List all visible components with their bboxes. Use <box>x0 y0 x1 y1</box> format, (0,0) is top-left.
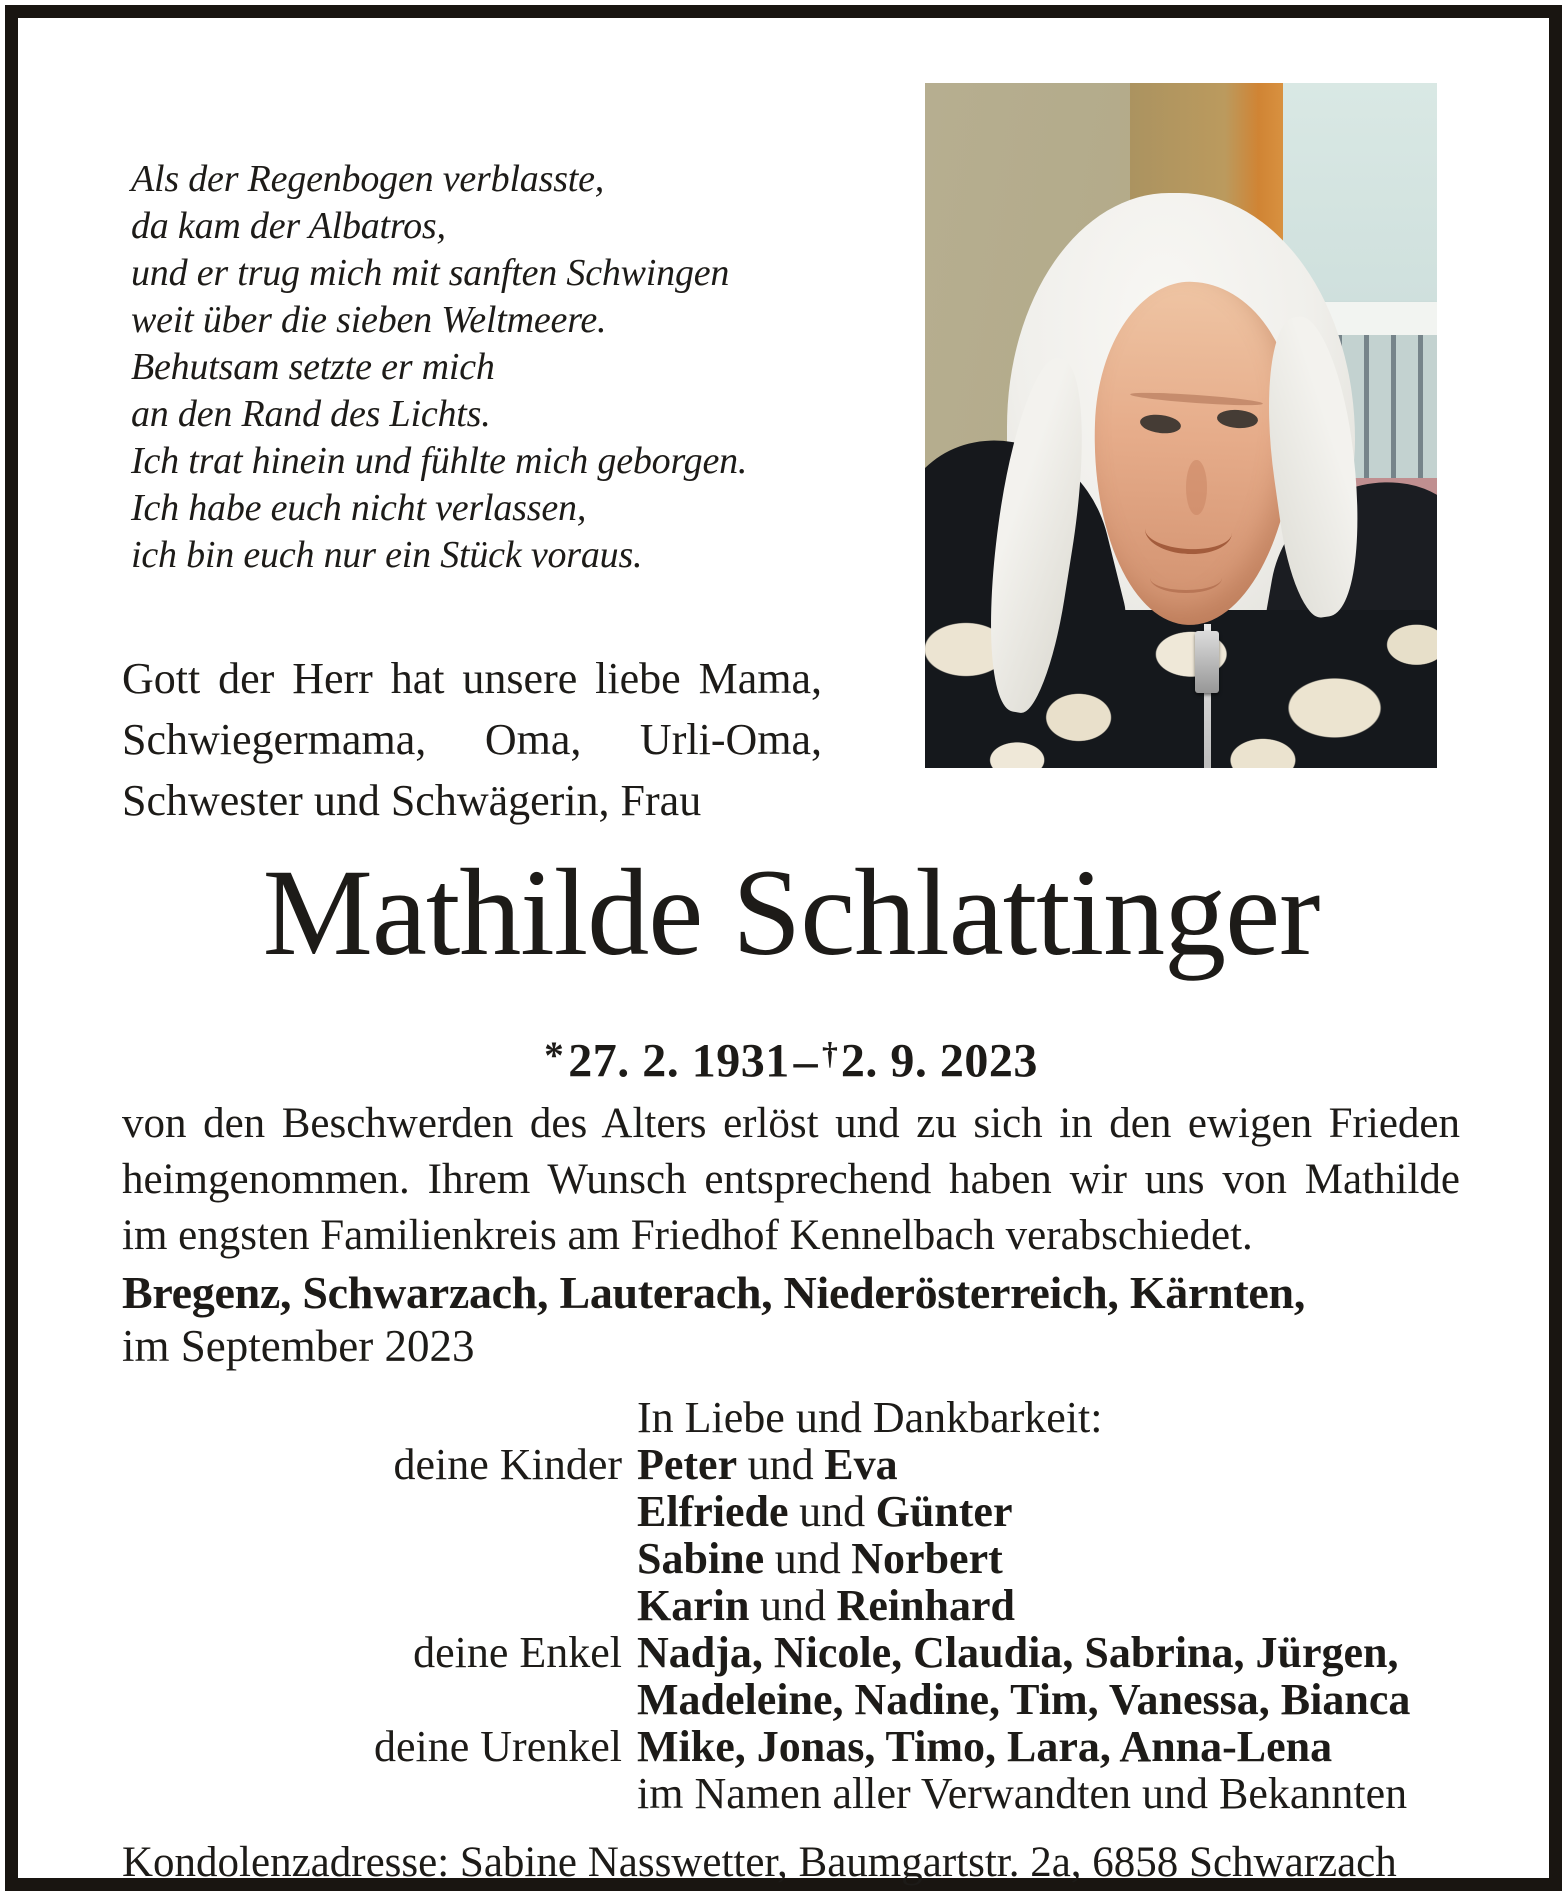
family-member-name: Sabine <box>637 1534 765 1583</box>
family-names <box>637 1723 1467 1770</box>
family-names <box>637 1629 1467 1676</box>
family-row <box>122 1582 1467 1629</box>
family-row <box>122 1770 1467 1817</box>
family-role-label <box>122 1770 637 1817</box>
family-role-label: deine Kinder <box>393 1440 622 1489</box>
poem-line: Als der Regenbogen verblasste, <box>131 158 605 200</box>
family-role-label <box>122 1676 637 1723</box>
family-member-name: Norbert <box>851 1534 1003 1583</box>
poem <box>131 156 831 579</box>
family-row <box>122 1676 1467 1723</box>
family-member-name: Eva <box>824 1440 898 1489</box>
conjunction: und <box>799 1487 866 1536</box>
poem-line: weit über die sieben Weltmeere. <box>131 299 607 341</box>
dates-separator: – <box>793 1034 819 1088</box>
gratitude-row <box>122 1394 1467 1441</box>
family-member-name: Karin <box>637 1581 750 1630</box>
announcement-intro <box>122 648 822 831</box>
announcement-line: im engsten Familienkreis am Friedhof Kennelbach verabschiedet. <box>122 1212 1253 1259</box>
family-section <box>122 1394 1467 1817</box>
poem-line: Ich trat hinein und fühlte mich geborgen. <box>131 440 748 482</box>
conjunction: und <box>760 1581 826 1630</box>
family-row <box>122 1488 1467 1535</box>
family-role-label: deine Urenkel <box>374 1722 622 1771</box>
intro-line: Gott der Herr hat unsere liebe Mama, <box>122 654 822 703</box>
announcement-line: heimgenommen. Ihrem Wunsch entsprechend haben wir uns von Mathilde <box>122 1156 1460 1203</box>
family-member-name: Nadja, Nicole, Claudia, Sabrina, Jürgen, <box>637 1628 1399 1677</box>
poem-line: Ich habe euch nicht verlassen, <box>131 487 587 529</box>
family-role-label <box>122 1582 637 1629</box>
announcement-line: von den Beschwerden des Alters erlöst und zu sich in den ewigen Frieden <box>122 1100 1460 1147</box>
portrait-zipper-pull <box>1195 631 1219 693</box>
family-closing: im Namen aller Verwandten und Bekannten <box>637 1769 1408 1818</box>
family-names <box>637 1488 1467 1535</box>
birth-date: 27. 2. 1931 <box>568 1034 790 1088</box>
condolence-label: Kondolenzadresse: <box>122 1839 450 1886</box>
family-names <box>637 1535 1467 1582</box>
announcement-text <box>122 1096 1460 1264</box>
birth-star-symbol: * <box>544 1033 565 1077</box>
family-role-label <box>122 1394 637 1441</box>
conjunction: und <box>747 1440 814 1489</box>
date-line: im September 2023 <box>122 1321 475 1371</box>
family-names <box>637 1582 1467 1629</box>
poem-line: an den Rand des Lichts. <box>131 393 491 435</box>
poem-line: ich bin euch nur ein Stück voraus. <box>131 534 643 576</box>
family-member-name: Madeleine, Nadine, Tim, Vanessa, Bianca <box>637 1675 1411 1724</box>
family-role-label <box>122 1488 637 1535</box>
poem-line: Behutsam setzte er mich <box>131 346 495 388</box>
condolence-value: Sabine Nasswetter, Baumgartstr. 2a, 6858 Schwarzach <box>459 1839 1397 1886</box>
family-role-label <box>122 1535 637 1582</box>
poem-line: da kam der Albatros, <box>131 205 446 247</box>
family-member-name: Elfriede <box>637 1487 789 1536</box>
intro-line: Schwiegermama, Oma, Urli-Oma, <box>122 715 822 764</box>
death-cross-symbol: † <box>821 1035 839 1071</box>
family-member-name: Günter <box>875 1487 1013 1536</box>
life-dates <box>122 1032 1460 1089</box>
deceased-name: Mathilde Schlattinger <box>262 844 1320 981</box>
family-row <box>122 1441 1467 1488</box>
portrait-photo <box>925 83 1437 768</box>
gratitude-heading: In Liebe und Dankbarkeit: <box>637 1393 1103 1442</box>
family-row <box>122 1723 1467 1770</box>
family-names <box>637 1676 1467 1723</box>
portrait-nose <box>1186 460 1206 515</box>
poem-line: und er trug mich mit sanften Schwingen <box>131 252 730 294</box>
family-names <box>637 1441 1467 1488</box>
family-row <box>122 1535 1467 1582</box>
portrait-chin-line <box>1150 563 1222 593</box>
family-member-name: Peter <box>637 1440 738 1489</box>
family-row <box>122 1629 1467 1676</box>
family-member-name: Reinhard <box>836 1581 1016 1630</box>
death-date: 2. 9. 2023 <box>840 1034 1038 1088</box>
condolence-address <box>122 1838 1522 1887</box>
intro-line: Schwester und Schwägerin, Frau <box>122 776 702 825</box>
family-role-label: deine Enkel <box>413 1628 622 1677</box>
places-line: Bregenz, Schwarzach, Lauterach, Niederösterreich, Kärnten, <box>122 1267 1306 1318</box>
family-member-name: Mike, Jonas, Timo, Lara, Anna-Lena <box>637 1722 1333 1771</box>
conjunction: und <box>774 1534 841 1583</box>
